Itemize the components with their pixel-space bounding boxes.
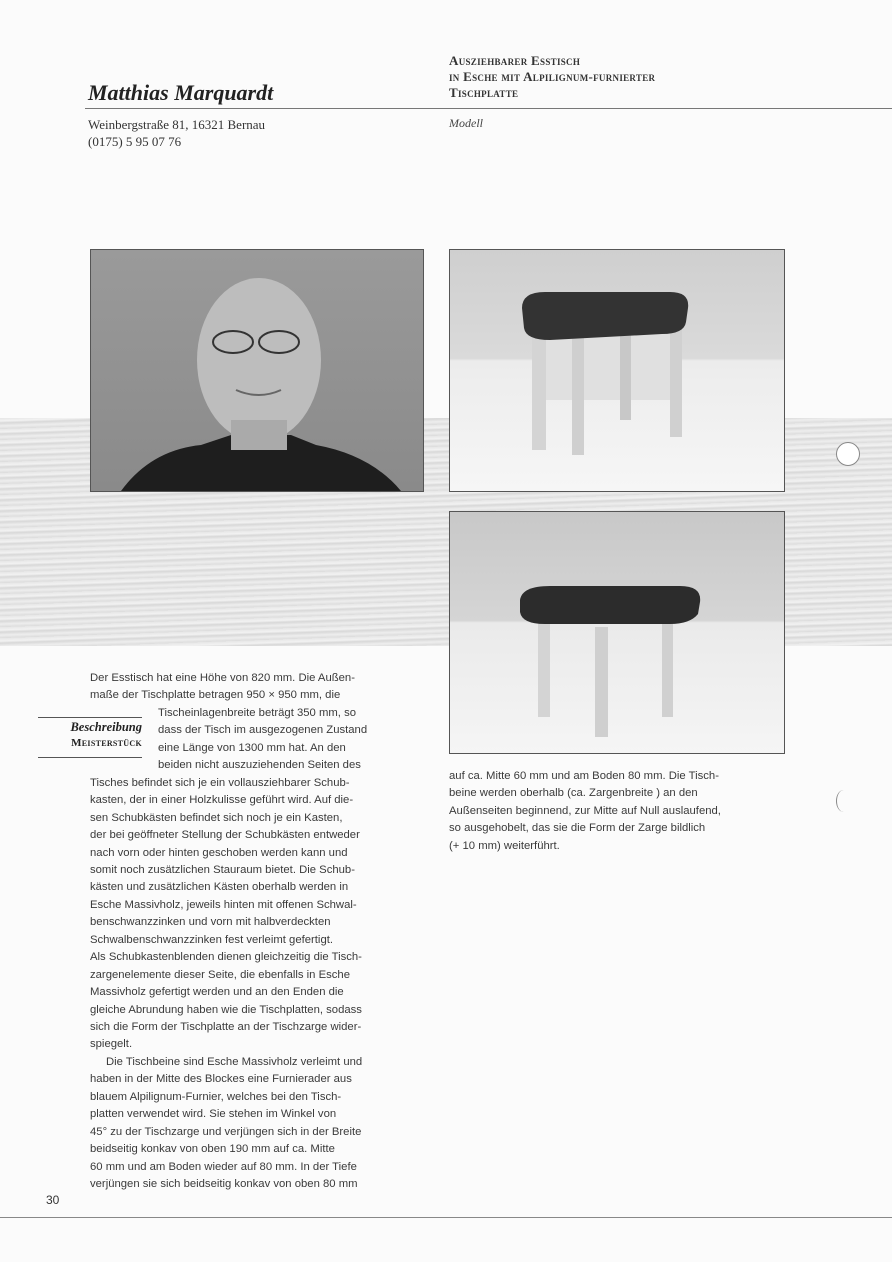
title-line: Ausziehbarer Esstisch <box>449 53 581 68</box>
address-line: Weinbergstraße 81, 16321 Bernau <box>88 117 266 132</box>
phone-line: (0175) 5 95 07 76 <box>88 134 182 149</box>
text-line: Tischeinlagenbreite beträgt 350 mm, so <box>158 706 357 719</box>
category-label: Modell <box>449 116 483 130</box>
text-line: nach vorn oder hinten geschoben werden kann und <box>90 846 348 859</box>
text-line: kasten, der in einer Holzkulisse geführt wird. Auf die- <box>90 794 354 807</box>
text-line: blauem Alpilignum-Furnier, welches bei den Tisch- <box>90 1090 342 1103</box>
text-line: gleiche Abrundung haben wie die Tischplatten, sodass <box>90 1003 362 1016</box>
text-line: beiden nicht auszuziehenden Seiten des <box>158 759 361 772</box>
text-line: der bei geöffneter Stellung der Schubkästen entweder <box>90 829 360 842</box>
text-line: sen Schubkästen befindet sich noch je ein Kasten, <box>90 811 343 824</box>
text-line: Massivholz gefertigt werden und an den Enden die <box>90 986 344 999</box>
project-title <box>449 53 655 101</box>
text-line: somit noch zusätzlichen Stauraum bietet. Die Schub- <box>90 863 355 876</box>
text-line: (+ 10 mm) weiterführt. <box>449 839 560 852</box>
address <box>88 116 265 150</box>
text-line: dass der Tisch im ausgezogenen Zustand <box>158 724 368 737</box>
text-line: beidseitig konkav von oben 190 mm auf ca. Mitte <box>90 1143 335 1156</box>
text-line: platten verwendet wird. Sie stehen im Winkel von <box>90 1108 337 1121</box>
header-rule <box>85 108 892 109</box>
text-line: Als Schubkastenblenden dienen gleichzeitig die Tisch- <box>90 951 362 964</box>
text-line: maße der Tischplatte betragen 950 × 950 mm, die <box>90 689 341 702</box>
table-photo-1 <box>449 249 785 492</box>
author-name: Matthias Marquardt <box>88 80 274 105</box>
text-line: Außenseiten beginnend, zur Mitte auf Null auslaufend, <box>449 804 721 817</box>
text-line: benschwanzzinken und vorn mit halbverdeckten <box>90 916 331 929</box>
section-label: Beschreibung <box>70 720 142 734</box>
text-line: beine werden oberhalb (ca. Zargenbreite ) an den <box>449 787 698 800</box>
text-line: eine Länge von 1300 mm hat. An den <box>158 741 346 754</box>
text-line: so ausgehobelt, das sie die Form der Zarge bildlich <box>449 822 706 835</box>
section-sublabel: Meisterstück <box>71 737 142 749</box>
text-line: Der Esstisch hat eine Höhe von 820 mm. Die Außen- <box>90 672 355 684</box>
text-line: zargenelemente dieser Seite, die ebenfalls in Esche <box>90 968 350 981</box>
title-line: Tischplatte <box>449 85 519 100</box>
text-line: 60 mm und am Boden wieder auf 80 mm. In der Tiefe <box>90 1160 357 1173</box>
text-line: Schwalbenschwanzzinken fest verleimt gefertigt. <box>90 933 333 946</box>
text-line: Esche Massivholz, jeweils hinten mit offenen Schwal- <box>90 898 357 911</box>
text-line: sich die Form der Tischplatte an der Tischzarge wider- <box>90 1021 362 1033</box>
text-line: Die Tischbeine sind Esche Massivholz verleimt und <box>106 1055 363 1068</box>
text-line: verjüngen sie sich beidseitig konkav von oben 80 mm <box>90 1178 358 1191</box>
sidebar-rule <box>38 757 142 758</box>
title-line: in Esche mit Alpilignum-furnierter <box>449 69 656 84</box>
text-line: haben in der Mitte des Blockes eine Furnierader aus <box>90 1073 352 1086</box>
table-photo-2 <box>449 511 785 754</box>
page-number: 30 <box>46 1193 60 1207</box>
sidebar-rule <box>38 717 142 718</box>
binder-hole <box>836 442 860 466</box>
text-line: 45° zu der Tischzarge und verjüngen sich in der Breite <box>90 1125 362 1138</box>
binder-hole <box>836 790 851 812</box>
text-line: kästen und zusätzlichen Kästen oberhalb werden in <box>90 881 349 894</box>
text-line: auf ca. Mitte 60 mm und am Boden 80 mm. Die Tisch- <box>449 770 719 782</box>
footer-rule <box>0 1217 892 1218</box>
text-line: spiegelt. <box>90 1038 133 1051</box>
text-line: Tisches befindet sich je ein vollausziehbarer Schub- <box>90 776 350 789</box>
portrait-photo <box>90 249 424 492</box>
